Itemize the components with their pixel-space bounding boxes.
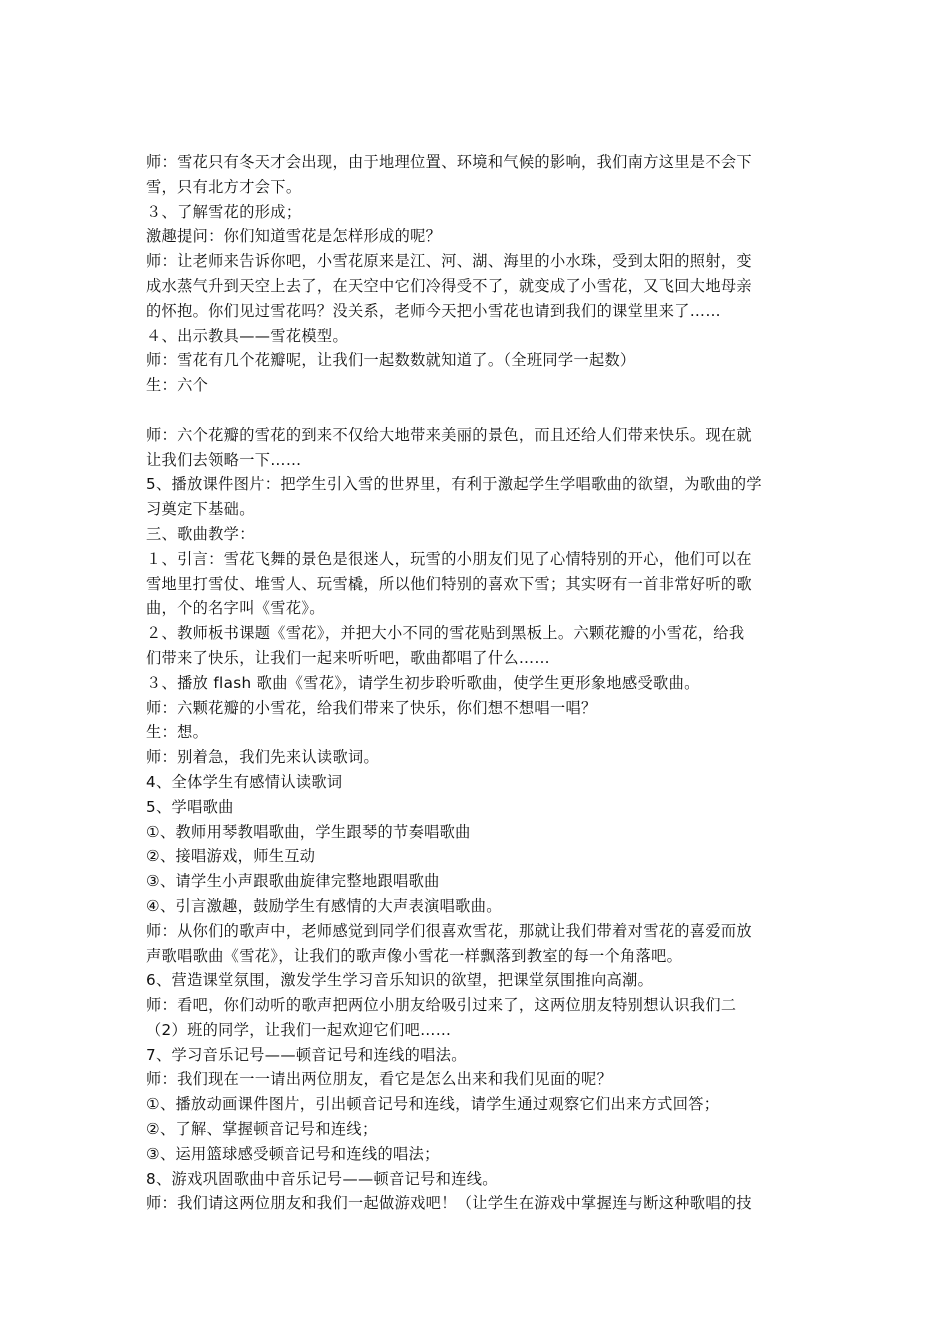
text-line: ３、了解雪花的形成； — [146, 202, 302, 221]
text-line: 师：从你们的歌声中，老师感觉到同学们很喜欢雪花，那就让我们带着对雪花的喜爱而放 — [146, 921, 752, 940]
text-line: 师：我们请这两位朋友和我们一起做游戏吧！（让学生在游戏中掌握连与断这种歌唱的技 — [146, 1194, 752, 1213]
text-line: 8、游戏巩固歌曲中音乐记号——顿音记号和连线。 — [146, 1169, 498, 1188]
text-line: ①、播放动画课件图片，引出顿音记号和连线，请学生通过观察它们出来方式回答； — [146, 1095, 720, 1114]
text-line: 三、歌曲教学： — [146, 524, 255, 543]
text-line: 雪，只有北方才会下。 — [146, 177, 302, 196]
text-line: ③、请学生小声跟歌曲旋律完整地跟唱歌曲 — [146, 872, 440, 891]
text-line: 师：让老师来告诉你吧，小雪花原来是江、河、湖、海里的小水珠，受到太阳的照射，变 — [146, 252, 752, 271]
text-line: ３、播放 flash 歌曲《雪花》，请学生初步聆听歌曲，使学生更形象地感受歌曲。 — [146, 673, 700, 692]
text-line: 生：想。 — [146, 723, 209, 742]
text-line: 的怀抱。你们见过雪花吗？没关系，老师今天把小雪花也请到我们的课堂里来了…… — [146, 301, 721, 320]
text-line: ④、引言激趣，鼓励学生有感情的大声表演唱歌曲。 — [146, 896, 502, 915]
text-line: 师：看吧，你们动听的歌声把两位小朋友给吸引过来了，这两位朋友特别想认识我们二 — [146, 996, 737, 1015]
text-line: 6、营造课堂氛围，激发学生学习音乐知识的欲望，把课堂氛围推向高潮。 — [146, 971, 654, 990]
text-line: 师：六颗花瓣的小雪花，给我们带来了快乐，你们想不想唱一唱？ — [146, 698, 597, 717]
text-line: 师：别着急，我们先来认读歌词。 — [146, 748, 380, 767]
text-line: ①、教师用琴教唱歌曲，学生跟琴的节奏唱歌曲 — [146, 822, 471, 841]
text-line: 师：雪花只有冬天才会出现，由于地理位置、环境和气候的影响，我们南方这里是不会下 — [146, 153, 752, 171]
text-line: 雪地里打雪仗、堆雪人、玩雪橇，所以他们特别的喜欢下雪；其实呀有一首非常好听的歌 — [146, 574, 752, 593]
text-line: 生：六个 — [146, 376, 209, 395]
text-line: 曲，个的名字叫《雪花》。 — [146, 599, 325, 618]
text-line: ２、教师板书课题《雪花》，并把大小不同的雪花贴到黑板上。六颗花瓣的小雪花，给我 — [146, 624, 745, 643]
text-line: 师：六个花瓣的雪花的到来不仅给大地带来美丽的景色，而且还给人们带来快乐。现在就 — [146, 425, 752, 444]
text-line: 习奠定下基础。 — [146, 500, 255, 519]
document-body — [146, 150, 814, 1216]
text-line: 5、学唱歌曲 — [146, 797, 234, 816]
text-line: 师：我们现在一一请出两位朋友，看它是怎么出来和我们见面的呢？ — [146, 1070, 613, 1089]
text-line: 声歌唱歌曲《雪花》，让我们的歌声像小雪花一样飘落到教室的每一个角落吧。 — [146, 946, 683, 965]
blank-line — [146, 398, 814, 423]
text-line: 7、学习音乐记号——顿音记号和连线的唱法。 — [146, 1045, 467, 1064]
text-line: 们带来了快乐，让我们一起来听听吧，歌曲都唱了什么…… — [146, 648, 550, 667]
text-line: （2）班的同学，让我们一起欢迎它们吧…… — [146, 1020, 452, 1039]
text-line: ③、运用篮球感受顿音记号和连线的唱法； — [146, 1144, 440, 1163]
text-line: 4、全体学生有感情认读歌词 — [146, 772, 343, 791]
text-line: 激趣提问：你们知道雪花是怎样形成的呢？ — [146, 227, 442, 246]
text-line: 让我们去领略一下…… — [146, 450, 302, 469]
text-line: ４、出示教具——雪花模型。 — [146, 326, 348, 345]
text-line: １、引言：雪花飞舞的景色是很迷人，玩雪的小朋友们见了心情特别的开心，他们可以在 — [146, 549, 752, 568]
text-line: 成水蒸气升到天空上去了，在天空中它们冷得受不了，就变成了小雪花，又飞回大地母亲 — [146, 276, 752, 295]
text-line: ②、了解、掌握顿音记号和连线； — [146, 1120, 378, 1139]
text-line: 师：雪花有几个花瓣呢，让我们一起数数就知道了。（全班同学一起数） — [146, 351, 636, 370]
text-line: 5、播放课件图片：把学生引入雪的世界里，有利于激起学生学唱歌曲的欲望，为歌曲的学 — [146, 475, 762, 494]
text-line: ②、接唱游戏，师生互动 — [146, 847, 316, 866]
